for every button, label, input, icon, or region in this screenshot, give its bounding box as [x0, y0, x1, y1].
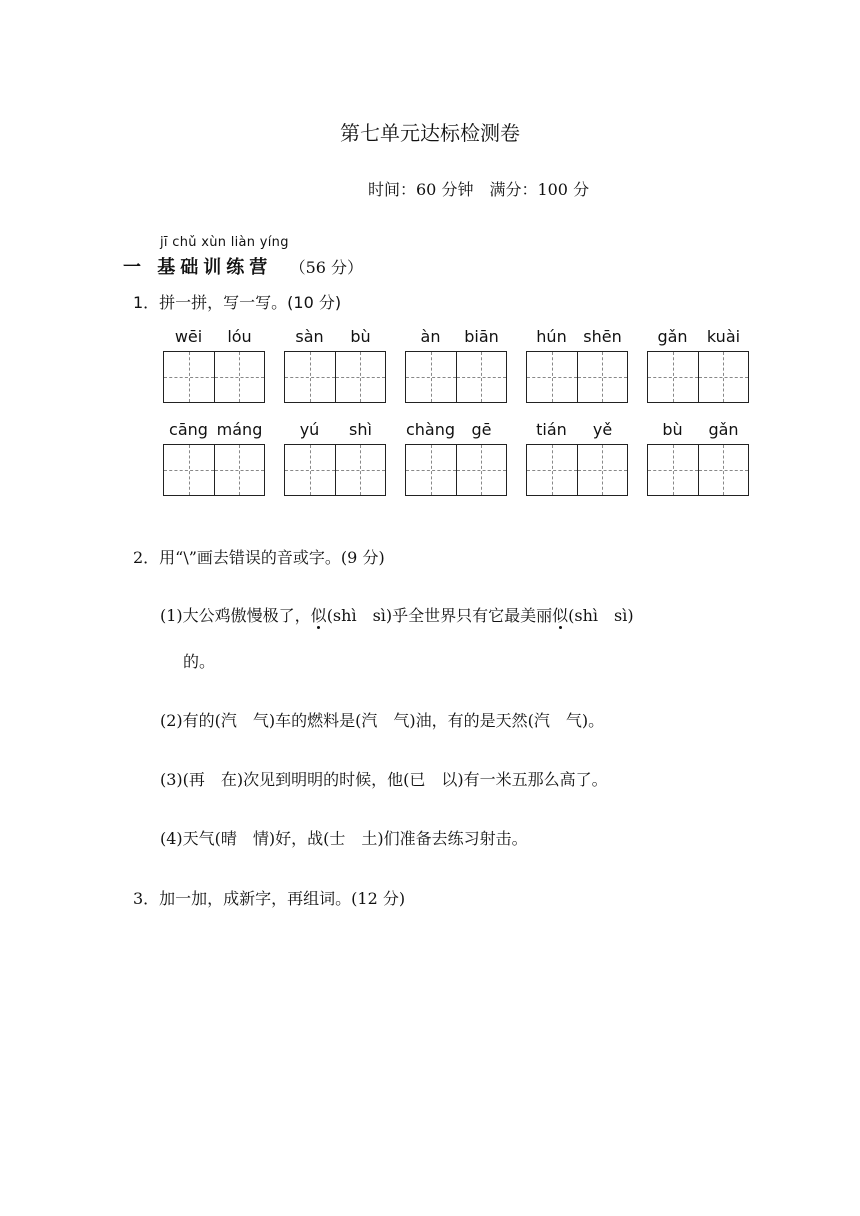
- item-text: (1)大公鸡傲慢极了，: [160, 606, 311, 625]
- section-label: 基础训练营: [157, 257, 273, 278]
- word-group: [405, 420, 507, 496]
- pinyin-syllable: bù: [662, 420, 683, 439]
- writing-box[interactable]: [647, 444, 749, 496]
- writing-box[interactable]: [163, 444, 265, 496]
- pinyin-syllable: wēi: [174, 327, 203, 346]
- pinyin-syllable: shēn: [583, 327, 622, 346]
- writing-box[interactable]: [405, 444, 507, 496]
- pinyin-syllable: yú: [299, 420, 320, 439]
- question-2-item-1: [160, 603, 634, 626]
- pinyin-grid-row-1: [163, 327, 749, 403]
- pinyin-syllable: máng: [216, 420, 263, 439]
- question-2-item-4: (4)天气(晴 情)好，战(士 土)们准备去练习射击。: [160, 829, 528, 848]
- section-pinyin: jī chǔ xùn liàn yíng: [160, 235, 289, 250]
- pinyin-syllable: gē: [471, 420, 492, 439]
- word-group: [647, 420, 749, 496]
- question-1-label: 1．拼一拼，写一写。(10 分): [133, 293, 342, 312]
- question-2-item-2: (2)有的(汽 气)车的燃料是(汽 气)油，有的是天然(汽 气)。: [160, 711, 605, 730]
- section-number: 一: [123, 257, 146, 278]
- pinyin-syllable: chàng: [405, 420, 456, 439]
- pinyin-syllable: àn: [420, 327, 441, 346]
- pinyin-syllable: biān: [464, 327, 499, 346]
- word-group: [526, 327, 628, 403]
- word-group: [647, 327, 749, 403]
- dotted-char: 似: [310, 606, 327, 625]
- word-group: [163, 327, 265, 403]
- question-2-item-1-continued: 的。: [183, 652, 216, 671]
- pinyin-syllable: gǎn: [657, 327, 688, 346]
- writing-box[interactable]: [647, 351, 749, 403]
- writing-box[interactable]: [163, 351, 265, 403]
- exam-meta: 时间：60 分钟 满分：100 分: [368, 180, 590, 199]
- section-heading: [123, 253, 363, 279]
- word-group: [163, 420, 265, 496]
- pinyin-syllable: yě: [592, 420, 613, 439]
- pinyin-syllable: kuài: [706, 327, 741, 346]
- pinyin-syllable: gǎn: [708, 420, 739, 439]
- writing-box[interactable]: [526, 444, 628, 496]
- word-group: [284, 327, 386, 403]
- writing-box[interactable]: [284, 351, 386, 403]
- item-text: (shì sì)乎全世界只有它最美丽: [326, 606, 553, 625]
- pinyin-syllable: lóu: [227, 327, 252, 346]
- word-group: [405, 327, 507, 403]
- section-score: （56 分）: [289, 258, 364, 277]
- question-2-label: 2．用“\”画去错误的音或字。(9 分): [133, 548, 385, 567]
- pinyin-syllable: bù: [350, 327, 371, 346]
- pinyin-syllable: sàn: [295, 327, 324, 346]
- page-title: 第七单元达标检测卷: [340, 121, 520, 145]
- item-text: (shì sì): [568, 606, 634, 625]
- question-3-label: 3．加一加，成新字，再组词。(12 分): [133, 889, 406, 908]
- question-2-item-3: (3)(再 在)次见到明明的时候，他(已 以)有一米五那么高了。: [160, 770, 608, 789]
- pinyin-syllable: tián: [536, 420, 567, 439]
- writing-box[interactable]: [405, 351, 507, 403]
- word-group: [526, 420, 628, 496]
- word-group: [284, 420, 386, 496]
- writing-box[interactable]: [284, 444, 386, 496]
- pinyin-syllable: hún: [536, 327, 567, 346]
- pinyin-syllable: cāng: [169, 420, 208, 439]
- pinyin-syllable: shì: [349, 420, 372, 439]
- writing-box[interactable]: [526, 351, 628, 403]
- dotted-char: 似: [552, 606, 569, 625]
- pinyin-grid-row-2: [163, 420, 749, 496]
